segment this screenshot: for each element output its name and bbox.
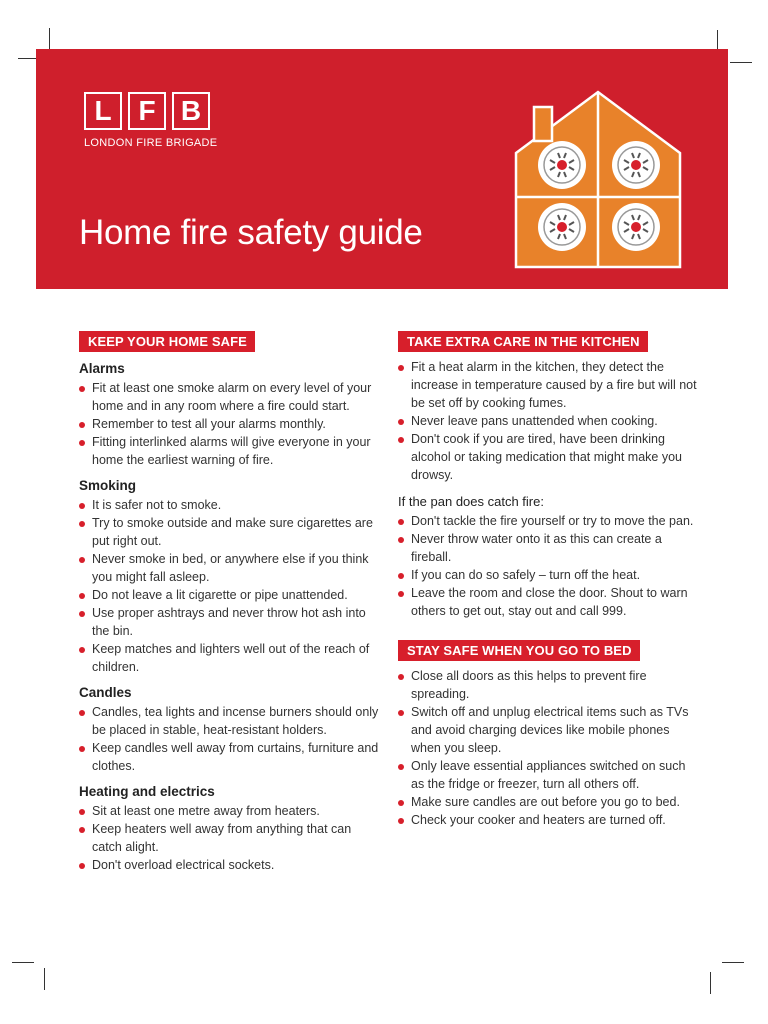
list-item: Keep matches and lighters well out of the reach of children.: [79, 640, 379, 676]
list-item: Remember to test all your alarms monthly.: [79, 415, 379, 433]
list-item: Check your cooker and heaters are turned off.: [398, 811, 698, 829]
header-banner: [36, 49, 728, 289]
subheading-candles: Candles: [79, 685, 132, 700]
section-title-kitchen: TAKE EXTRA CARE IN THE KITCHEN: [398, 331, 648, 352]
smoking-list: [79, 496, 379, 676]
alarms-list: [79, 379, 379, 469]
crop-mark: [49, 28, 50, 50]
smoke-alarm-icon: [612, 141, 660, 189]
list-item: Leave the room and close the door. Shout to warn others to get out, stay out and call 999.: [398, 584, 698, 620]
crop-mark: [722, 962, 744, 963]
logo-letter: B: [172, 92, 210, 130]
subheading-pan-fire: If the pan does catch fire:: [398, 494, 544, 509]
subheading-heating-electrics: Heating and electrics: [79, 784, 215, 799]
list-item: Candles, tea lights and incense burners should only be placed in stable, heat-resistant holders.: [79, 703, 379, 739]
list-item: Use proper ashtrays and never throw hot ash into the bin.: [79, 604, 379, 640]
lfb-logo: [84, 92, 217, 149]
list-item: Make sure candles are out before you go to bed.: [398, 793, 698, 811]
list-item: Keep heaters well away from anything that can catch alight.: [79, 820, 379, 856]
list-item: Sit at least one metre away from heaters.: [79, 802, 379, 820]
list-item: Never leave pans unattended when cooking.: [398, 412, 698, 430]
list-item: Do not leave a lit cigarette or pipe unattended.: [79, 586, 379, 604]
pan-fire-list: [398, 512, 698, 620]
list-item: Fit a heat alarm in the kitchen, they detect the increase in temperature caused by a fire but will not be set off by cooking fumes.: [398, 358, 698, 412]
list-item: Switch off and unplug electrical items such as TVs and avoid charging devices like mobile phones when you sleep.: [398, 703, 698, 757]
crop-mark: [710, 972, 711, 994]
logo-letter: F: [128, 92, 166, 130]
crop-mark: [12, 962, 34, 963]
smoke-alarm-icon: [538, 141, 586, 189]
list-item: Never smoke in bed, or anywhere else if you think you might fall asleep.: [79, 550, 379, 586]
house-smoke-alarm-icon: [510, 89, 686, 271]
smoke-alarm-icon: [538, 203, 586, 251]
crop-mark: [730, 62, 752, 63]
kitchen-list: [398, 358, 698, 484]
list-item: Don't tackle the fire yourself or try to move the pan.: [398, 512, 698, 530]
section-title-keep-home-safe: KEEP YOUR HOME SAFE: [79, 331, 255, 352]
logo-subtitle: LONDON FIRE BRIGADE: [84, 137, 218, 149]
crop-mark: [717, 30, 718, 50]
heating-list: [79, 802, 379, 874]
logo-letter: L: [84, 92, 122, 130]
page-title: Home fire safety guide: [79, 213, 423, 252]
list-item: Don't cook if you are tired, have been drinking alcohol or taking medication that might make you drowsy.: [398, 430, 698, 484]
list-item: It is safer not to smoke.: [79, 496, 379, 514]
section-title-bed: STAY SAFE WHEN YOU GO TO BED: [398, 640, 640, 661]
list-item: Don't overload electrical sockets.: [79, 856, 379, 874]
subheading-smoking: Smoking: [79, 478, 137, 493]
candles-list: [79, 703, 379, 775]
smoke-alarm-icon: [612, 203, 660, 251]
keep-home-safe-column: [79, 331, 379, 874]
list-item: Keep candles well away from curtains, furniture and clothes.: [79, 739, 379, 775]
subheading-alarms: Alarms: [79, 361, 125, 376]
list-item: Fit at least one smoke alarm on every level of your home and in any room where a fire could start.: [79, 379, 379, 415]
list-item: Try to smoke outside and make sure cigarettes are put right out.: [79, 514, 379, 550]
list-item: Close all doors as this helps to prevent fire spreading.: [398, 667, 698, 703]
list-item: Fitting interlinked alarms will give everyone in your home the earliest warning of fire.: [79, 433, 379, 469]
bed-list: [398, 667, 698, 829]
list-item: Never throw water onto it as this can create a fireball.: [398, 530, 698, 566]
kitchen-bed-column: [398, 331, 698, 829]
crop-mark: [44, 968, 45, 990]
list-item: If you can do so safely – turn off the heat.: [398, 566, 698, 584]
list-item: Only leave essential appliances switched on such as the fridge or freezer, turn all others off.: [398, 757, 698, 793]
